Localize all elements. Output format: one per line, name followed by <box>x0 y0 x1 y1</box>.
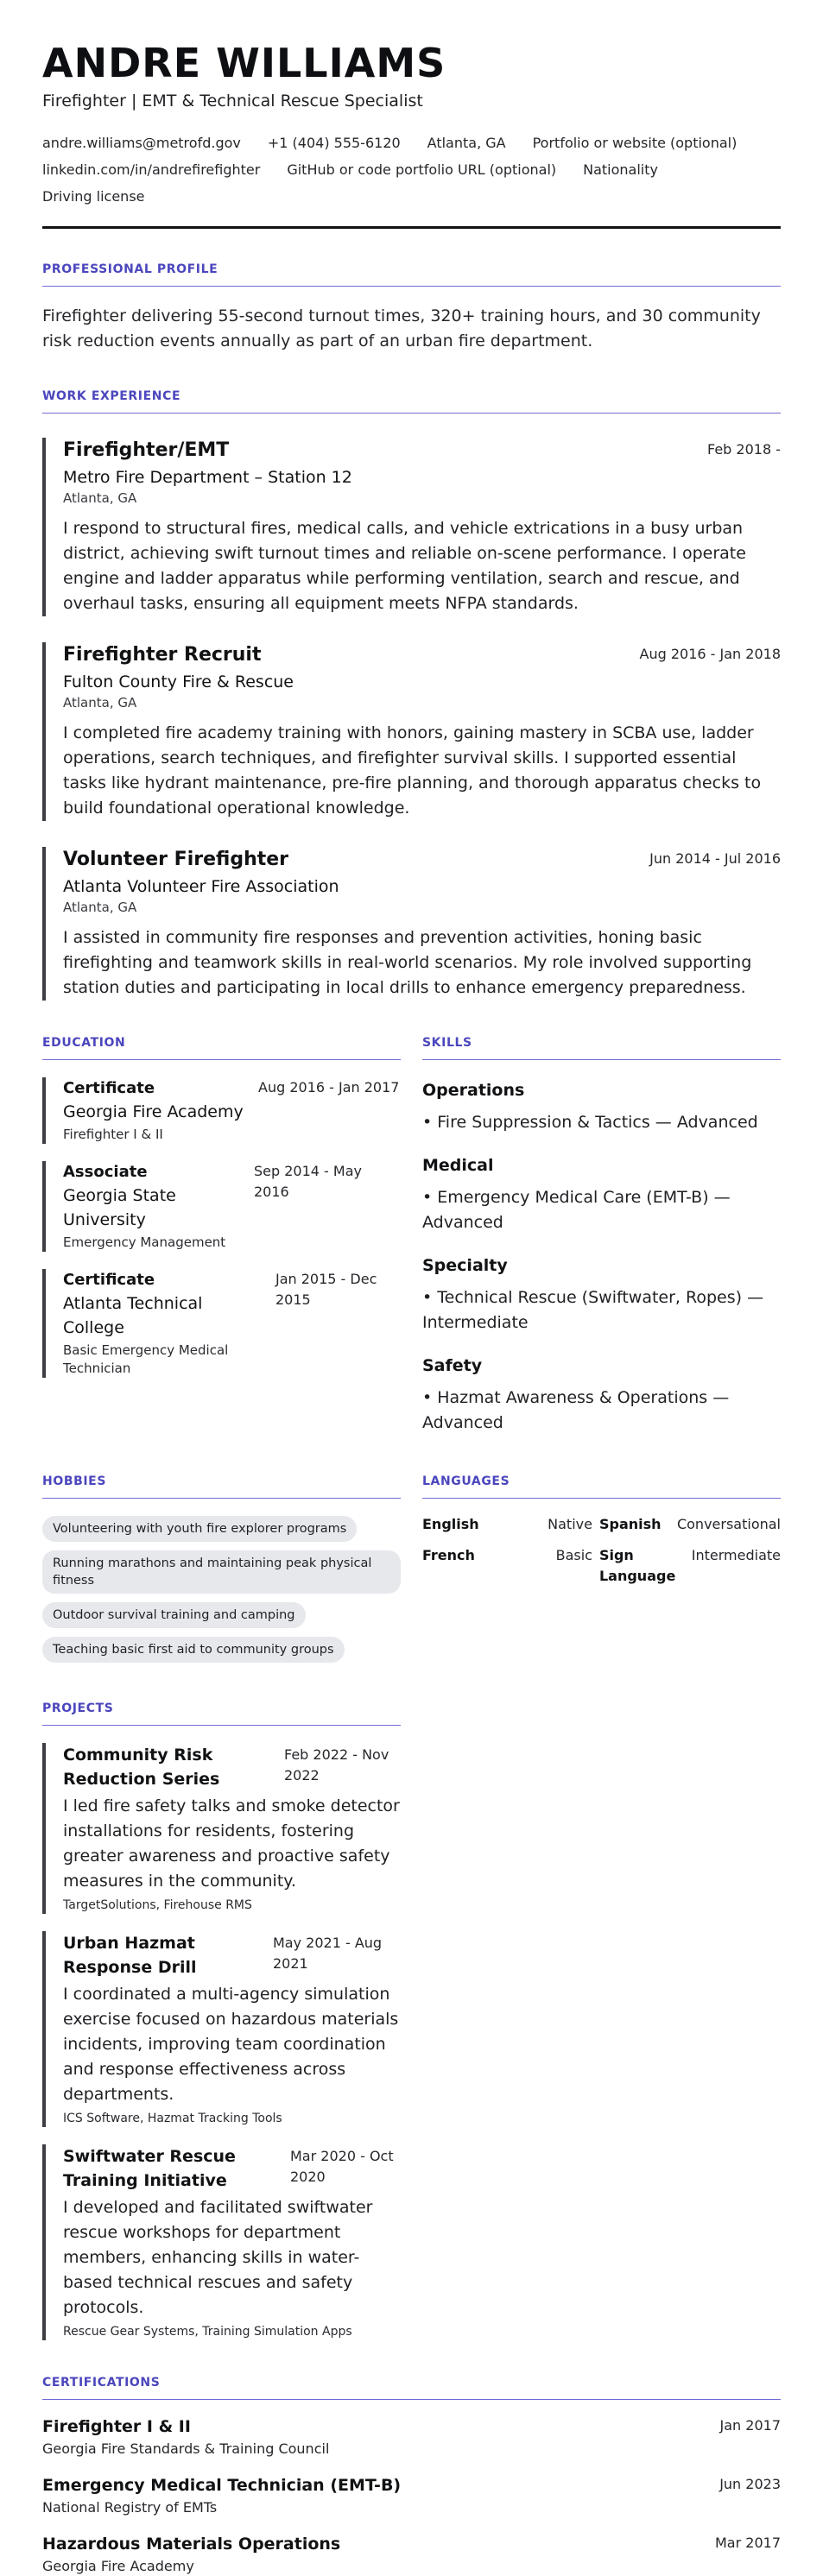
certification-date: Mar 2017 <box>715 2535 781 2551</box>
language-item <box>599 1545 781 1587</box>
job-entry <box>42 847 781 1001</box>
contact-nationality: Nationality <box>583 161 658 178</box>
project-title: Urban Hazmat Response Drill <box>63 1934 197 1977</box>
certification-issuer: Georgia Fire Academy <box>42 2558 194 2574</box>
certifications-section-title: CERTIFICATIONS <box>42 2376 161 2390</box>
experience-section <box>42 388 781 1001</box>
project-entry <box>42 1743 401 1914</box>
certification-entry <box>42 2533 781 2576</box>
languages-section-title: LANGUAGES <box>422 1474 510 1488</box>
contact-list <box>42 133 785 206</box>
job-location: Atlanta, GA <box>63 900 137 915</box>
contact-github[interactable]: GitHub or code portfolio URL (optional) <box>287 161 557 178</box>
job-date: Jun 2014 - Jul 2016 <box>649 850 781 867</box>
job-title: Volunteer Firefighter <box>63 849 289 870</box>
job-organization: Atlanta Volunteer Fire Association <box>63 877 339 896</box>
language-level: Native <box>548 1516 592 1532</box>
education-skills-row <box>42 1035 781 1436</box>
hobbies-section-title: HOBBIES <box>42 1474 107 1488</box>
languages-section <box>422 1474 781 1663</box>
job-organization: Fulton County Fire & Rescue <box>63 672 294 691</box>
education-school: Georgia State University <box>63 1186 176 1229</box>
certification-name: Hazardous Materials Operations <box>42 2535 341 2554</box>
education-field: Firefighter I & II <box>63 1127 163 1142</box>
education-field: Emergency Management <box>63 1234 226 1250</box>
contact-linkedin[interactable]: linkedin.com/in/andrefirefighter <box>42 161 261 178</box>
skill-category: Operations <box>422 1081 525 1100</box>
skill-group <box>422 1154 781 1235</box>
hobby-chip: Volunteering with youth fire explorer programs <box>42 1516 357 1542</box>
job-description: I respond to structural fires, medical calls, and vehicle extrications in a busy urban district, achieving swift turnout times and reliable on-scene performance. I operate engine and ladder apparatus while performing ventilation, search and rescue, and overhaul tasks, ensuring all equipment meets NFPA standards. <box>63 519 746 613</box>
hobby-chip: Running marathons and maintaining peak physical fitness <box>42 1550 401 1594</box>
job-entry <box>42 642 781 821</box>
certification-name: Firefighter I & II <box>42 2417 191 2436</box>
job-organization: Metro Fire Department – Station 12 <box>63 468 352 487</box>
education-date: Aug 2016 - Jan 2017 <box>258 1079 400 1095</box>
section-divider <box>422 1498 781 1499</box>
skills-section <box>422 1035 781 1436</box>
education-entry <box>42 1269 401 1378</box>
language-level: Conversational <box>676 1516 781 1532</box>
hobbies-languages-row <box>42 1474 781 1663</box>
job-description: I assisted in community fire responses and prevention activities, honing basic firefighting and teamwork skills in real-world scenarios. My role involved supporting station duties and participating in local drills to enhance emergency preparedness. <box>63 928 752 997</box>
skill-group <box>422 1254 781 1335</box>
hobby-chip: Outdoor survival training and camping <box>42 1602 306 1628</box>
project-entry <box>42 2144 401 2340</box>
candidate-name: ANDRE WILLIAMS <box>42 40 446 86</box>
project-tools: TargetSolutions, Firehouse RMS <box>63 1898 252 1912</box>
job-title: Firefighter/EMT <box>63 439 230 461</box>
language-level: Intermediate <box>691 1547 781 1563</box>
education-degree: Certificate <box>63 1079 155 1097</box>
language-name: Spanish <box>598 1516 662 1532</box>
education-date: Sep 2014 - May 2016 <box>254 1163 362 1200</box>
project-date: Mar 2020 - Oct 2020 <box>290 2148 394 2185</box>
certification-issuer: Georgia Fire Standards & Training Council <box>42 2440 330 2457</box>
job-date: Feb 2018 - <box>707 441 781 458</box>
certification-date: Jan 2017 <box>719 2417 781 2434</box>
education-date: Jan 2015 - Dec 2015 <box>275 1271 377 1308</box>
job-description: I completed fire academy training with honors, gaining mastery in SCBA use, ladder operations, search techniques, and firefighter survival skills. I supported essential tasks like hydrant maintenance, pre-fire planning, and thorough apparatus checks to build foundational operational knowledge. <box>63 723 762 818</box>
contact-portfolio[interactable]: Portfolio or website (optional) <box>532 135 738 151</box>
education-degree: Associate <box>63 1163 148 1181</box>
profile-section-title: PROFESSIONAL PROFILE <box>42 262 218 276</box>
education-school: Atlanta Technical College <box>63 1294 203 1337</box>
education-degree: Certificate <box>63 1271 155 1289</box>
job-title: Firefighter Recruit <box>63 644 262 666</box>
language-name: Sign Language <box>598 1547 676 1584</box>
section-divider <box>42 1725 401 1726</box>
candidate-headline: Firefighter | EMT & Technical Rescue Specialist <box>42 92 423 110</box>
certification-entry <box>42 2474 781 2517</box>
section-divider <box>42 413 781 414</box>
experience-section-title: WORK EXPERIENCE <box>42 389 181 403</box>
contact-phone[interactable]: +1 (404) 555-6120 <box>267 135 401 151</box>
project-description: I coordinated a multi-agency simulation exercise focused on hazardous materials incidents, improving team coordination and response effectiveness across departments. <box>63 1985 399 2104</box>
education-field: Basic Emergency Medical Technician <box>63 1342 229 1376</box>
skill-item: • Emergency Medical Care (EMT-B) — Advanced <box>422 1188 731 1232</box>
profile-summary: Firefighter delivering 55-second turnout times, 320+ training hours, and 30 community risk reduction events annually as part of an urban fire department. <box>42 306 761 350</box>
language-item <box>422 1514 592 1535</box>
language-list <box>422 1514 781 1587</box>
section-divider <box>42 2399 781 2400</box>
job-location: Atlanta, GA <box>63 695 137 710</box>
certification-date: Jun 2023 <box>719 2476 781 2492</box>
project-entry <box>42 1931 401 2127</box>
language-level: Basic <box>555 1547 592 1563</box>
contact-location: Atlanta, GA <box>427 135 506 151</box>
project-tools: Rescue Gear Systems, Training Simulation Apps <box>63 2325 352 2339</box>
skill-group <box>422 1079 781 1135</box>
skills-section-title: SKILLS <box>422 1036 472 1050</box>
contact-email[interactable]: andre.williams@metrofd.gov <box>42 135 241 151</box>
skill-item: • Hazmat Awareness & Operations — Advanced <box>422 1388 730 1432</box>
contact-driving-license: Driving license <box>42 188 145 205</box>
language-item <box>599 1514 781 1535</box>
projects-section-title: PROJECTS <box>42 1702 114 1715</box>
education-entry <box>42 1161 401 1252</box>
project-date: Feb 2022 - Nov 2022 <box>284 1746 389 1784</box>
certification-issuer: National Registry of EMTs <box>42 2499 218 2516</box>
certification-name: Emergency Medical Technician (EMT-B) <box>42 2476 402 2495</box>
language-item <box>422 1545 592 1587</box>
section-divider <box>42 1498 401 1499</box>
project-tools: ICS Software, Hazmat Tracking Tools <box>63 2112 282 2125</box>
project-title: Community Risk Reduction Series <box>63 1746 220 1789</box>
project-date: May 2021 - Aug 2021 <box>273 1935 383 1972</box>
certifications-section <box>42 2375 781 2576</box>
hobby-chip: Teaching basic first aid to community groups <box>42 1637 345 1663</box>
skill-item: • Fire Suppression & Tactics — Advanced <box>422 1113 758 1132</box>
job-date: Aug 2016 - Jan 2018 <box>639 646 781 662</box>
certification-entry <box>42 2415 781 2459</box>
language-name: French <box>422 1547 475 1563</box>
profile-section <box>42 262 781 354</box>
skill-group <box>422 1354 781 1436</box>
job-location: Atlanta, GA <box>63 490 137 506</box>
job-entry <box>42 438 781 616</box>
project-description: I led fire safety talks and smoke detector installations for residents, fostering greater awareness and proactive safety measures in the community. <box>63 1796 400 1891</box>
project-title: Swiftwater Rescue Training Initiative <box>63 2147 236 2190</box>
section-divider <box>42 1059 401 1060</box>
education-school: Georgia Fire Academy <box>63 1102 244 1121</box>
skill-category: Medical <box>422 1156 494 1175</box>
education-entry <box>42 1077 401 1144</box>
resume-header <box>42 40 781 229</box>
section-divider <box>42 286 781 287</box>
education-section-title: EDUCATION <box>42 1036 126 1050</box>
projects-section <box>42 1701 401 2340</box>
project-description: I developed and facilitated swiftwater rescue workshops for department members, enhancing skills in water-based technical rescues and safety protocols. <box>63 2198 373 2317</box>
hobby-list <box>42 1516 401 1663</box>
language-name: English <box>422 1516 479 1532</box>
section-divider <box>422 1059 781 1060</box>
skill-item: • Technical Rescue (Swiftwater, Ropes) — Intermediate <box>422 1288 764 1332</box>
header-divider <box>42 226 781 229</box>
skill-category: Safety <box>422 1356 483 1375</box>
hobbies-section <box>42 1474 401 1663</box>
education-section <box>42 1035 401 1436</box>
skill-category: Specialty <box>422 1256 508 1275</box>
